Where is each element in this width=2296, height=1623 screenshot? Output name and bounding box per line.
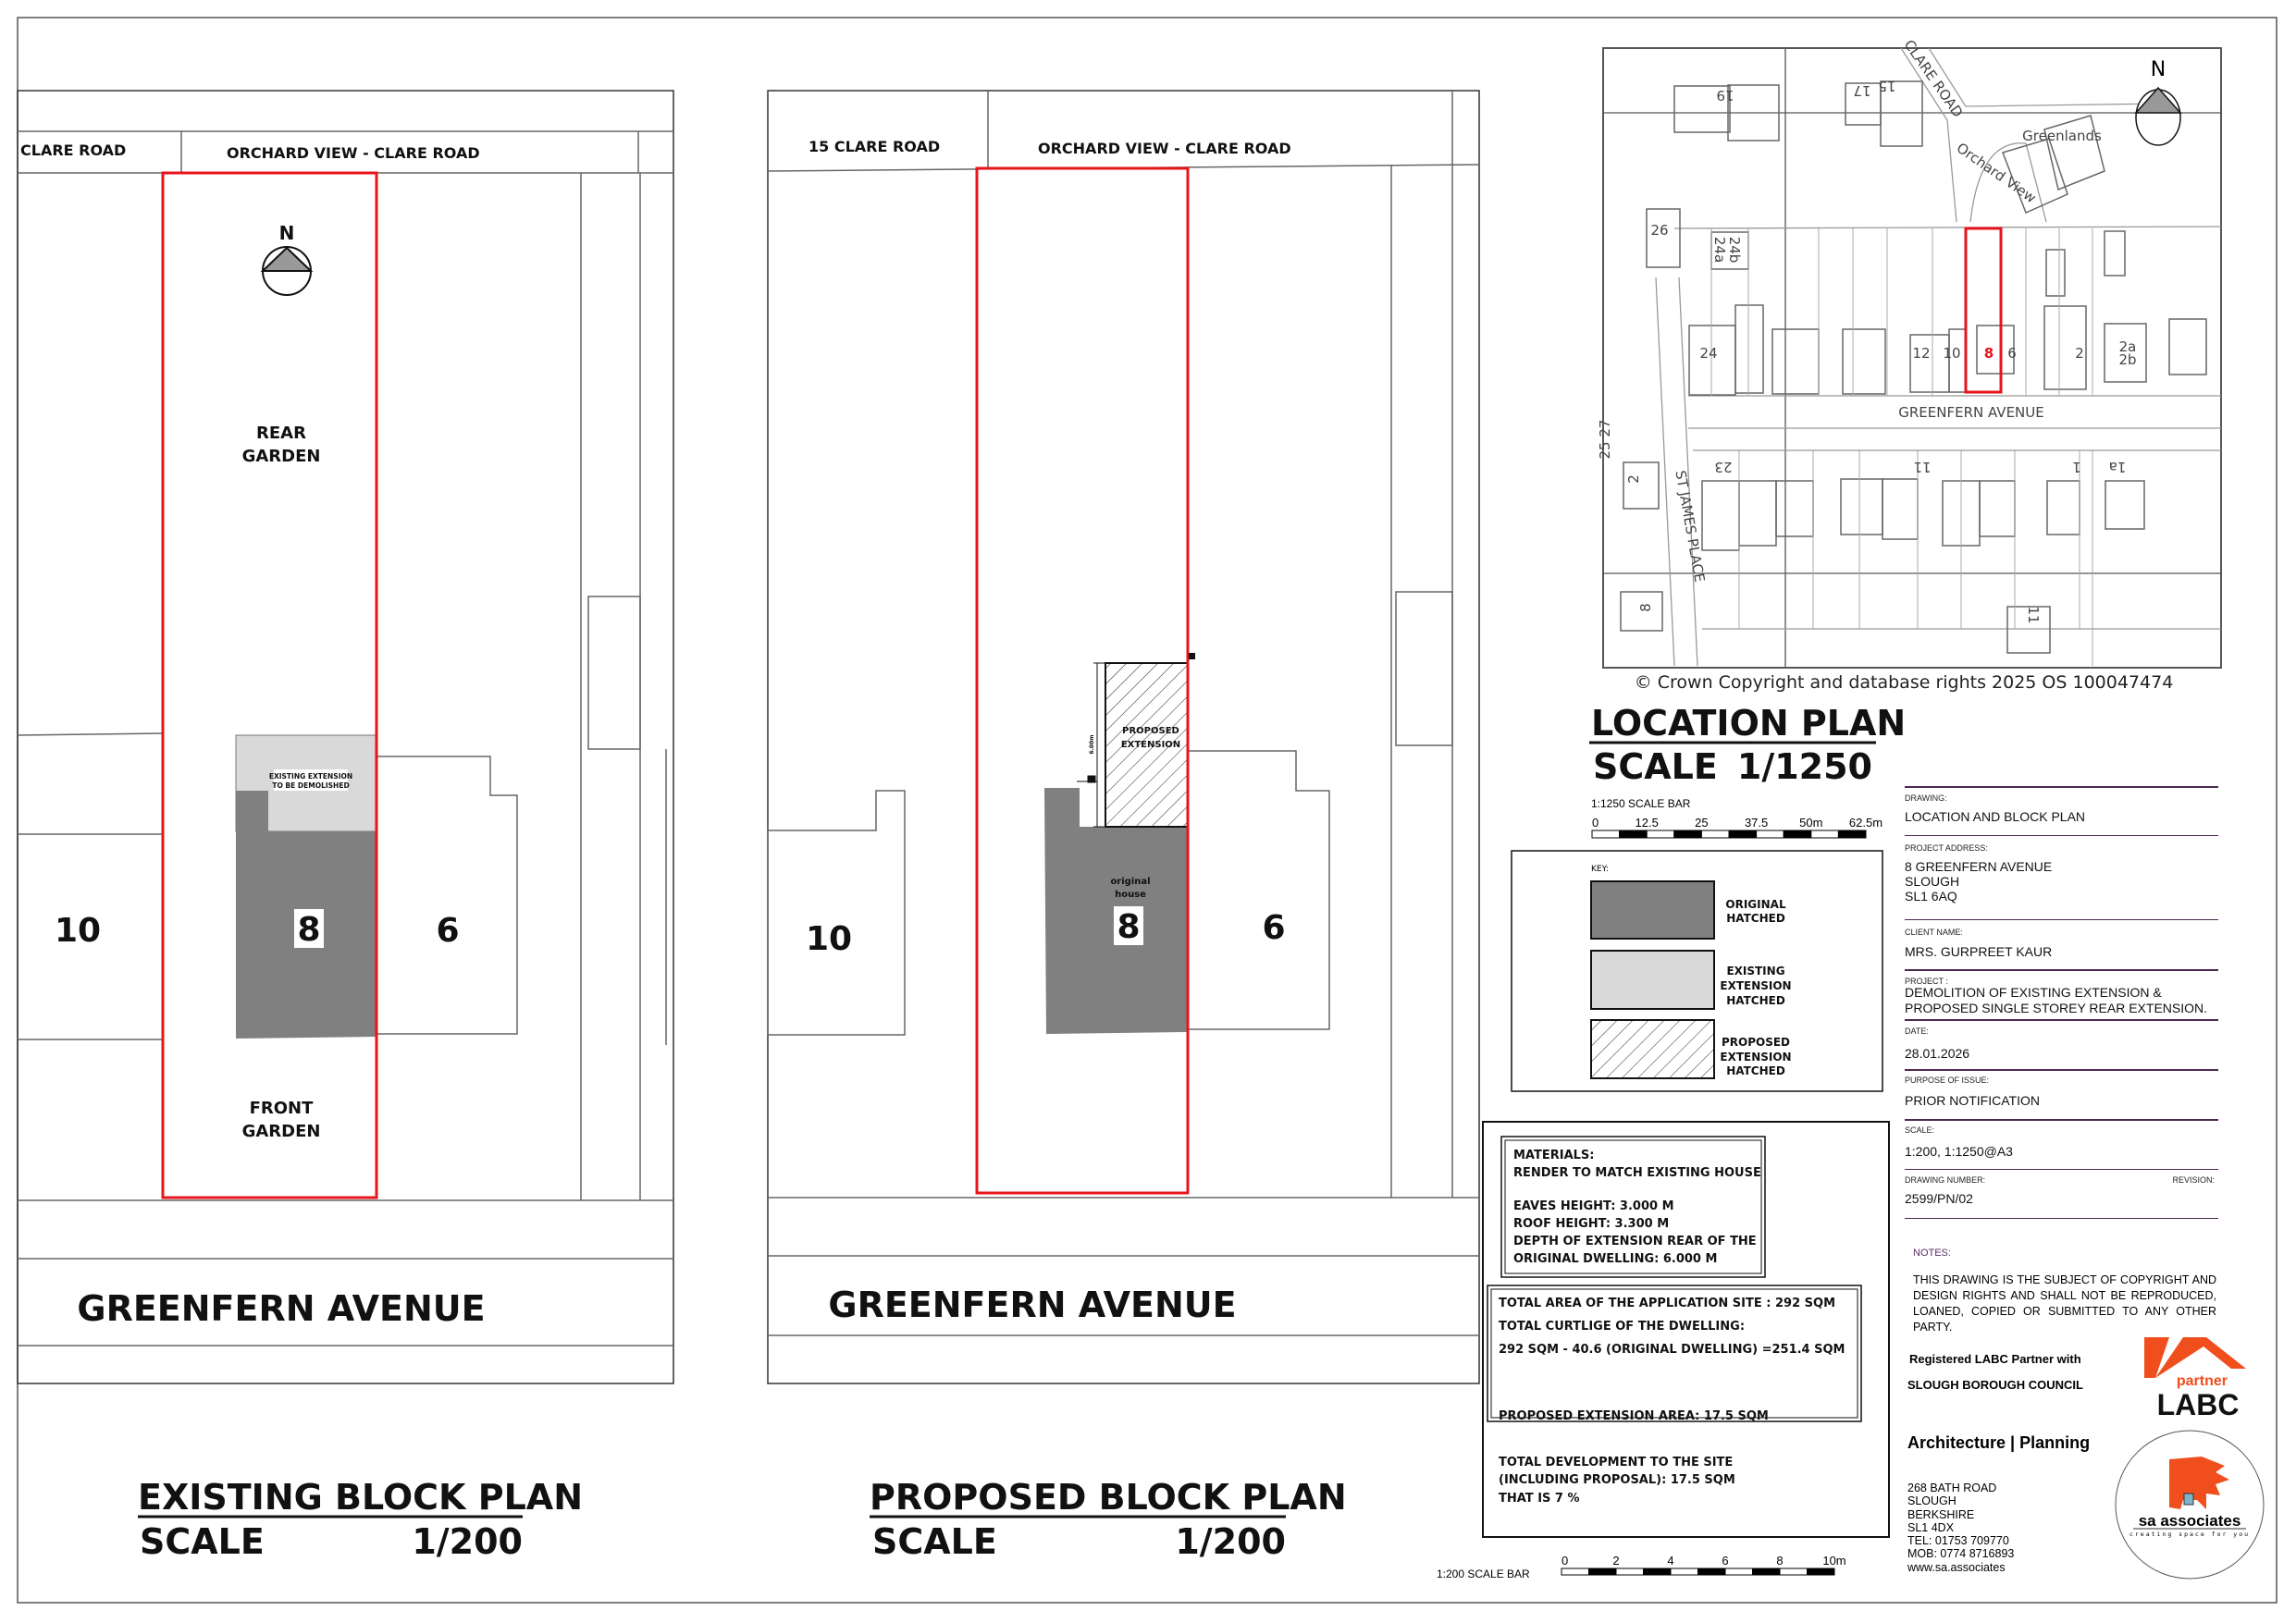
scale-bar-segment [1562, 1568, 1589, 1575]
map-label: 11 [2025, 606, 2042, 624]
map-street-label: GREENFERN AVENUE [1898, 404, 2044, 421]
original-house-label: house [1115, 890, 1146, 900]
key-swatch-existing [1591, 951, 1714, 1009]
north-label: N [278, 222, 295, 244]
project-line: PROPOSED SINGLE STOREY REAR EXTENSION. [1905, 1001, 2208, 1015]
scale-bar-1250 [1592, 816, 1882, 838]
map-label: 17 [1853, 82, 1871, 99]
road-label-left: CLARE ROAD [20, 141, 127, 159]
scale-value: 1/1250 [1736, 746, 1872, 787]
original-house-label: original [1110, 877, 1151, 887]
key-title: KEY: [1591, 865, 1609, 874]
scale-bar-label: 1:200 SCALE BAR [1437, 1568, 1530, 1580]
purpose-caption: PURPOSE OF ISSUE: [1905, 1076, 1990, 1085]
scale-bar-tick: 10m [1822, 1554, 1846, 1568]
map-label: 6 [2007, 345, 2017, 362]
map-label: 10 [1943, 345, 1961, 362]
development-line: (INCLUDING PROPOSAL): 17.5 SQM [1499, 1473, 1735, 1487]
scale-bar-tick: 25 [1695, 816, 1709, 830]
client-name: MRS. GURPREET KAUR [1905, 944, 2053, 959]
extension-note: EXISTING EXTENSION [268, 772, 353, 781]
key-label: HATCHED [1726, 1064, 1785, 1077]
address-caption: PROJECT ADDRESS: [1905, 843, 1988, 853]
scale-bar-segment [1592, 830, 1620, 838]
map-label: 8 [1637, 603, 1654, 612]
scale-bar-segment [1644, 1568, 1672, 1575]
scale-bar-tick: 2 [1612, 1554, 1620, 1568]
scale-value: 1:200, 1:1250@A3 [1905, 1144, 2013, 1159]
proposed-extension-label: EXTENSION [1120, 740, 1181, 750]
scale-bar-segment [1753, 1568, 1781, 1575]
north-label: N [2150, 58, 2166, 81]
extension-area: PROPOSED EXTENSION AREA: 17.5 SQM [1499, 1409, 1769, 1423]
house-number: 8 [297, 911, 321, 949]
rear-garden-label: GARDEN [241, 447, 321, 466]
scale-bar-segment [1671, 1568, 1698, 1575]
scale-bar-tick: 50m [1799, 816, 1823, 830]
map-label: 2 [2075, 345, 2084, 362]
scale-bar-segment [1725, 1568, 1753, 1575]
key-panel [1512, 851, 1882, 1091]
scale-bar-200 [1562, 1554, 1846, 1575]
proposed-extension-label: PROPOSED [1122, 726, 1179, 736]
scale-bar-segment [1780, 1568, 1808, 1575]
map-label: ST JAMES PLACE [1672, 469, 1709, 584]
address-line: SL1 4DX [1907, 1520, 1955, 1534]
drawing-caption: DRAWING: [1905, 793, 1947, 803]
map-label: 1a [2108, 459, 2127, 475]
scale-bar-tick: 4 [1667, 1554, 1674, 1568]
map-label: 12 [1912, 345, 1931, 362]
street-name: GREENFERN AVENUE [77, 1288, 486, 1329]
materials-line: ORIGINAL DWELLING: 6.000 M [1513, 1252, 1718, 1266]
road-label-top: ORCHARD VIEW - CLARE ROAD [1038, 140, 1291, 157]
mobile: MOB: 0774 8716893 [1907, 1547, 2015, 1561]
labc-line-1: Registered LABC Partner with [1909, 1352, 2081, 1366]
scale-bar-segment [1589, 1568, 1617, 1575]
materials-panel [1483, 1122, 1889, 1537]
materials-line: RENDER TO MATCH EXISTING HOUSE [1513, 1166, 1761, 1180]
map-label: Orchard View [1953, 139, 2040, 207]
neighbour-number-left: 10 [54, 912, 102, 950]
notes-text: THIS DRAWING IS THE SUBJECT OF COPYRIGHT AND DESIGN RIGHTS AND SHALL NOT BE REPRODUCED, LOANED, COPIED OR SUBMITTED TO ANY OTHER PARTY. [1913, 1273, 2216, 1334]
key-label: EXTENSION [1720, 979, 1792, 992]
drawing-title: LOCATION AND BLOCK PLAN [1905, 809, 2086, 824]
house-number: 8 [1117, 908, 1141, 946]
number-caption: DRAWING NUMBER: [1905, 1175, 1986, 1185]
revision-caption: REVISION: [2172, 1175, 2215, 1185]
key-label: ORIGINAL [1725, 898, 1786, 911]
proposed-block-plan [768, 91, 1479, 1562]
key-label: HATCHED [1726, 912, 1785, 925]
scale-label: SCALE [872, 1521, 997, 1562]
scale-bar-tick: 0 [1562, 1554, 1569, 1568]
phone: TEL: 01753 709770 [1907, 1534, 2009, 1548]
extension-note: TO BE DEMOLISHED [272, 781, 350, 790]
address-line: SLOUGH [1905, 874, 1960, 889]
logo-name: sa associates [2138, 1512, 2241, 1530]
address-line: 8 GREENFERN AVENUE [1905, 859, 2053, 874]
labc-line-2: SLOUGH BOROUGH COUNCIL [1907, 1378, 2083, 1392]
street-name: GREENFERN AVENUE [828, 1285, 1237, 1325]
logo-tagline: creating space for you [2129, 1531, 2251, 1538]
drawing-number: 2599/PN/02 [1905, 1191, 1973, 1206]
scale-bar-segment [1838, 830, 1866, 838]
materials-line: DEPTH OF EXTENSION REAR OF THE [1513, 1235, 1757, 1248]
neighbour-number-left: 10 [805, 920, 853, 958]
project-caption: PROJECT : [1905, 977, 1948, 986]
address-line: SL1 6AQ [1905, 889, 1957, 904]
map-label: 2 [1625, 474, 1642, 484]
development-line: THAT IS 7 % [1499, 1492, 1580, 1506]
map-label: 25 27 [1597, 419, 1613, 460]
key-label: EXISTING [1726, 965, 1785, 977]
materials-line: ROOF HEIGHT: 3.300 M [1513, 1217, 1670, 1231]
location-plan-title: LOCATION PLAN [1591, 703, 1907, 744]
site-area: TOTAL AREA OF THE APPLICATION SITE : 292 SQM [1499, 1297, 1835, 1310]
scale-label: SCALE [140, 1521, 265, 1562]
address-line: 268 BATH ROAD [1907, 1482, 1997, 1494]
map-label: 2a [2118, 338, 2137, 355]
scale-bar-segment [1674, 830, 1702, 838]
neighbour-number-right: 6 [1262, 909, 1286, 947]
scale-bar-segment [1701, 830, 1729, 838]
labc-logo-text: LABC [2156, 1388, 2240, 1421]
scale-bar-segment [1620, 830, 1648, 838]
scale-bar-tick: 62.5m [1848, 816, 1883, 830]
scale-label: SCALE [1593, 746, 1718, 787]
scale-value: 1/200 [1175, 1521, 1286, 1562]
practice-name: Architecture | Planning [1907, 1433, 2091, 1452]
date-caption: DATE: [1905, 1027, 1929, 1036]
notes-caption: NOTES: [1913, 1248, 1951, 1259]
map-label: 15 [1878, 78, 1896, 94]
key-swatch-original [1591, 881, 1714, 939]
date-value: 28.01.2026 [1905, 1046, 1970, 1061]
scale-bar-label: 1:1250 SCALE BAR [1591, 797, 1691, 810]
labc-logo [2144, 1337, 2246, 1421]
scale-bar-segment [1729, 830, 1757, 838]
map-label: 26 [1650, 222, 1669, 239]
map-label: 24a [1711, 236, 1728, 264]
scale-caption: SCALE: [1905, 1125, 1935, 1135]
site-boundary [163, 173, 376, 1198]
key-label: HATCHED [1726, 994, 1785, 1007]
scale-bar-tick: 8 [1776, 1554, 1784, 1568]
scale-bar-segment [1784, 830, 1811, 838]
map-label: 24 [1699, 345, 1718, 362]
materials-line: EAVES HEIGHT: 3.000 M [1513, 1199, 1674, 1213]
map-label: 11 [1913, 459, 1932, 475]
scale-bar-segment [1808, 1568, 1835, 1575]
map-label: 2b [2118, 351, 2137, 368]
key-label: PROPOSED [1721, 1036, 1791, 1049]
project-line: DEMOLITION OF EXISTING EXTENSION & [1905, 985, 2162, 1000]
front-garden-label: FRONT [249, 1099, 314, 1118]
purpose-value: PRIOR NOTIFICATION [1905, 1093, 2040, 1108]
map-label: 24b [1726, 236, 1743, 264]
curtilage-calc: 292 SQM - 40.6 (ORIGINAL DWELLING) =251.4 SQM [1499, 1343, 1845, 1357]
road-label-left: 15 CLARE ROAD [809, 138, 941, 155]
scale-bar-segment [1616, 1568, 1644, 1575]
scale-bar-tick: 6 [1722, 1554, 1729, 1568]
road-label-top: ORCHARD VIEW - CLARE ROAD [227, 144, 480, 162]
website-link[interactable]: www.sa.associates [1907, 1560, 2006, 1574]
key-label: EXTENSION [1720, 1051, 1792, 1064]
plan-title: EXISTING BLOCK PLAN [138, 1477, 584, 1518]
development-line: TOTAL DEVELOPMENT TO THE SITE [1499, 1456, 1734, 1469]
sa-associates-logo [2116, 1431, 2264, 1579]
scale-value: 1/200 [412, 1521, 523, 1562]
north-arrow-icon [263, 222, 311, 295]
scale-bar-segment [1647, 830, 1674, 838]
map-label: Greenlands [2022, 128, 2102, 144]
map-label: 23 [1714, 459, 1733, 475]
materials-line: MATERIALS: [1513, 1149, 1595, 1162]
scale-bar-tick: 0 [1592, 816, 1599, 830]
map-label: CLARE ROAD [1900, 36, 1967, 121]
client-caption: CLIENT NAME: [1905, 928, 1963, 937]
rear-garden-label: REAR [256, 424, 306, 443]
practice-address [1907, 1482, 2014, 1574]
labc-logo-partner: partner [2176, 1373, 2228, 1389]
location-map [1597, 37, 2221, 668]
dimension-label: 6.00m [1089, 734, 1095, 755]
address-line: SLOUGH [1907, 1494, 1957, 1508]
curtilage-label: TOTAL CURTLIGE OF THE DWELLING: [1499, 1320, 1746, 1334]
map-label-site: 8 [1983, 345, 1994, 362]
key-swatch-proposed [1591, 1020, 1714, 1078]
map-label: 1 [2072, 459, 2081, 475]
scale-bar-segment [1811, 830, 1839, 838]
neighbour-number-right: 6 [436, 912, 460, 950]
scale-bar-segment [1757, 830, 1784, 838]
existing-block-plan [18, 91, 673, 1562]
front-garden-label: GARDEN [241, 1122, 321, 1141]
scale-bar-tick: 37.5 [1744, 816, 1769, 830]
map-label: 19 [1716, 87, 1734, 104]
scale-bar-tick: 12.5 [1635, 816, 1659, 830]
address-line: BERKSHIRE [1907, 1507, 1975, 1521]
scale-bar-segment [1698, 1568, 1726, 1575]
copyright-notice: © Crown Copyright and database rights 2025 OS 100047474 [1634, 672, 2174, 693]
plan-title: PROPOSED BLOCK PLAN [870, 1477, 1347, 1518]
